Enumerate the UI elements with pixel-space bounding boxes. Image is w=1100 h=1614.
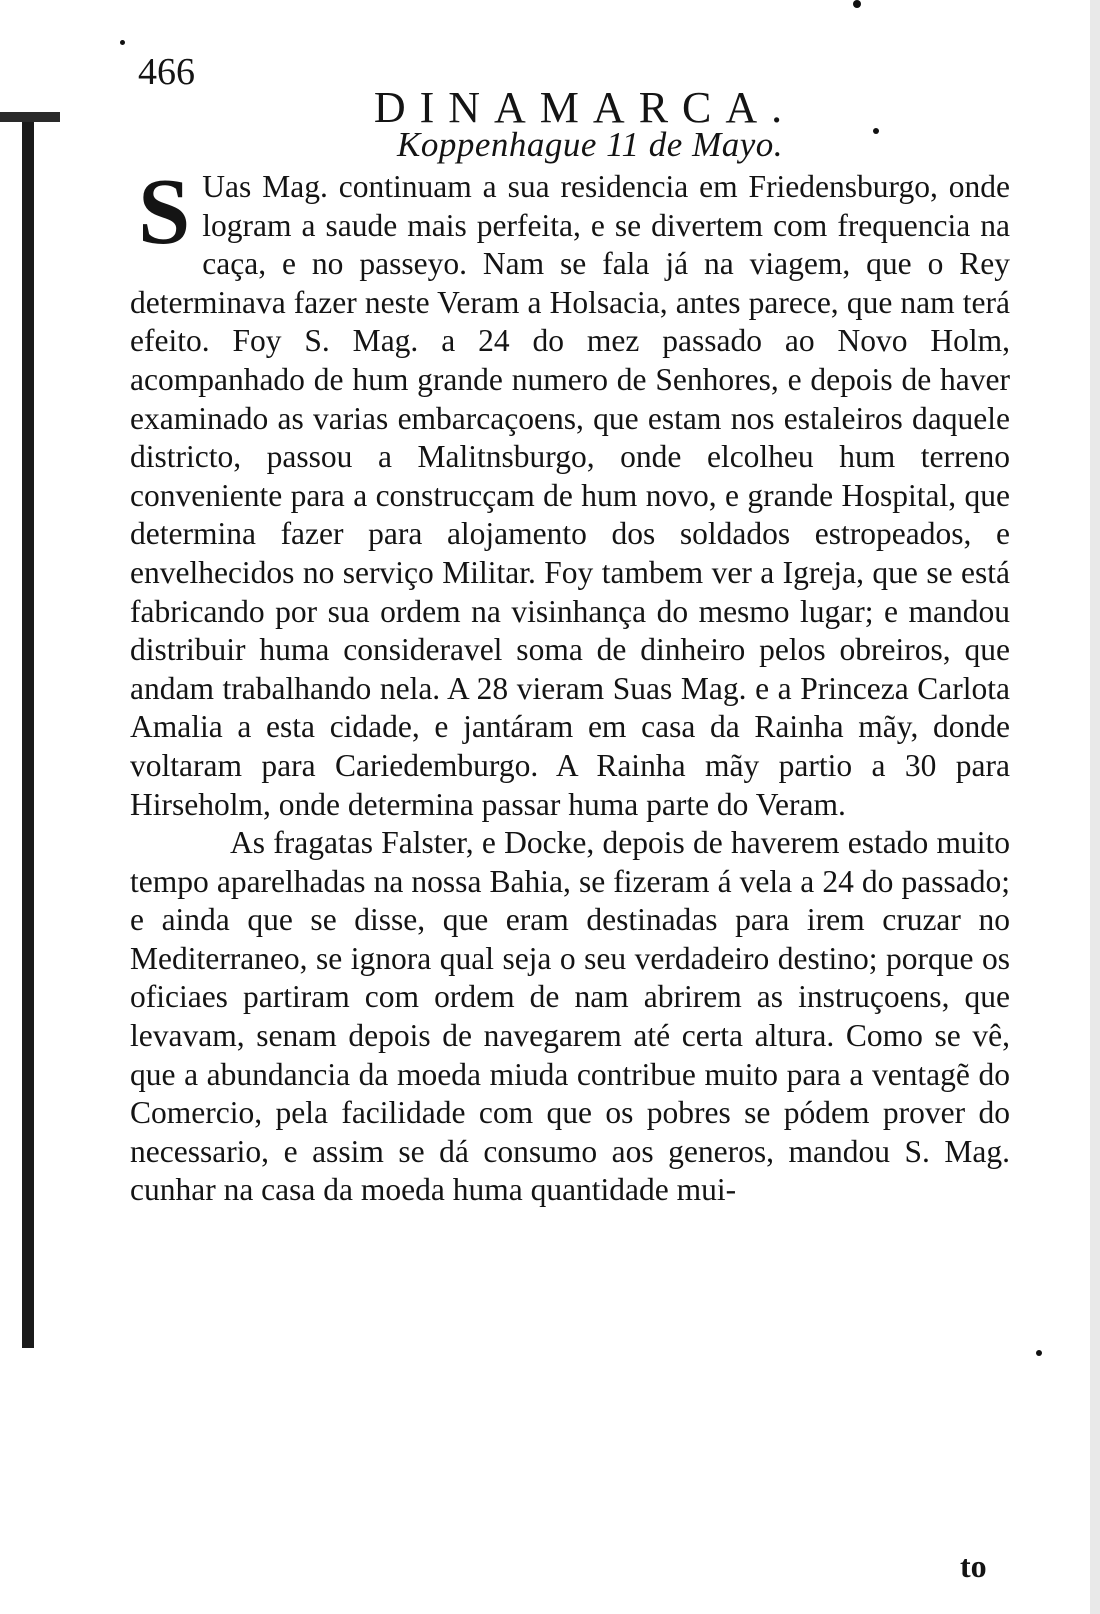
section-title: DINAMARCA. (373, 83, 797, 132)
binding-edge-top (0, 112, 60, 122)
article-body (130, 160, 1010, 1210)
ink-speck (853, 0, 861, 8)
drop-cap: S (138, 160, 191, 264)
catchword: to (960, 1548, 987, 1584)
dateline: Koppenhague 11 de Mayo. (396, 125, 784, 164)
binding-edge (22, 118, 34, 1348)
ink-speck (120, 40, 125, 45)
article-header (140, 82, 1040, 165)
paragraph-1 (130, 160, 1010, 824)
ink-speck (1036, 1350, 1042, 1356)
paragraph-1-text: Uas Mag. continuam a sua residencia em Friedensburgo, onde logram a saude mais perfeita, e se divertem com frequencia na caça, e no passeyo. Nam se fala já na viagem, que o Rey determinava fazer neste Veram a Holsacia, antes parece, que nam terá efeito. Foy S. Mag. a 24 do mez passado ao Novo Holm, acompanhado de hum grande numero de Senhores, e depois de haver examinado as varias embarcaçoens, que estam nos estaleiros daquele districto, passou a Malitnsburgo, onde elcolheu hum terreno conveniente para a construcçam de hum novo, e grande Hospital, que determina fazer para alojamento dos soldados estropeados, e envelhecidos no serviço Militar. Foy tambem ver a Igreja, que se está fabricando por sua ordem na visinhança do mesmo lugar; e mandou distribuir huma consideravel soma de dinheiro pelos obreiros, que andam trabalhando nela. A 28 vieram Suas Mag. e a Princeza Carlota Amalia a esta cidade, e jantáram em casa da Rainha mãy, donde voltaram para Cariedemburgo. A Rainha mãy partio a 30 para Hirseholm, onde determina passar huma parte do Veram. (130, 169, 1010, 822)
page-edge (1090, 0, 1100, 1614)
paragraph-2: As fragatas Falster, e Docke, depois de haverem estado muito tempo aparelhadas na nossa Bahia, se fizeram á vela a 24 do passado; e ainda que se disse, que eram destinadas para irem cruzar no Mediterraneo, se ignora qual seja o seu verdadeiro destino; porque os oficiaes partiram com ordem de nam abrirem as instruçoens, que levavam, senam depois de navegarem até certa altura. Como se vê, que a abundancia da moeda miuda contribue muito para a ventagẽ do Comercio, pela facilidade com que os pobres se pódem prover do necessario, e assim se dá consumo aos generos, mandou S. Mag. cunhar na casa da moeda huma quantidade mui- (130, 825, 1010, 1208)
ink-speck (873, 128, 879, 134)
page-number: 466 (138, 51, 195, 93)
